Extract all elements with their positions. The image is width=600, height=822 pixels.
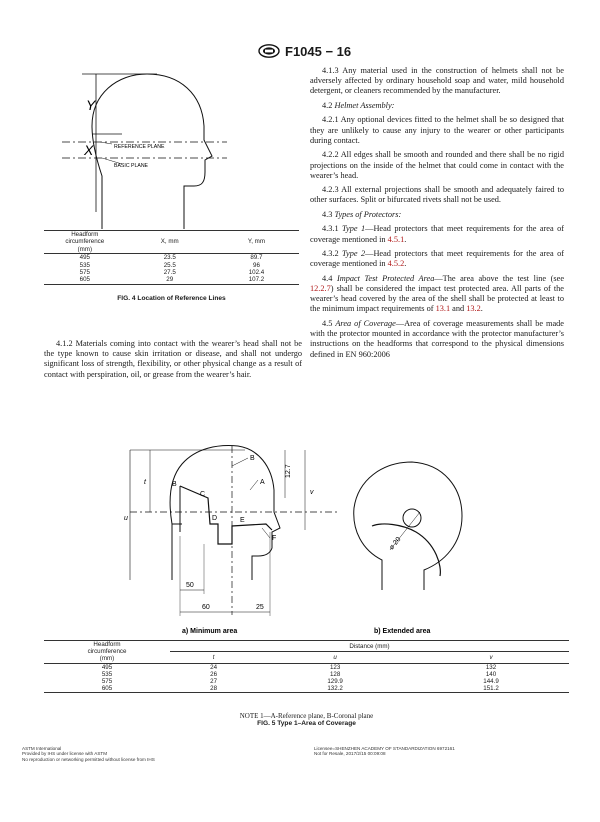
subcaption-extended-area: b) Extended area — [374, 628, 431, 635]
link-13-2[interactable]: 13.2 — [466, 304, 481, 314]
table-header: t — [170, 652, 257, 663]
table-header: u — [257, 652, 413, 663]
left-column — [44, 339, 302, 384]
label-reference-plane: REFERENCE PLANE — [114, 144, 165, 150]
table-header: X, mm — [126, 231, 214, 254]
label-60: 60 — [202, 604, 210, 611]
head-outline — [92, 74, 212, 229]
label-f: F — [272, 535, 277, 542]
table-header: Y, mm — [214, 231, 299, 254]
paragraph-4-4: 4.4 Impact Test Protected Area—The area above the test line (see 12.2.7) shall be considered the impact test protected area. All parts of the wearer’s head covered by the area of the shell shall be protected at least to the minimum impact requirements of 13.1 and 13.2. — [310, 273, 565, 314]
label-d: D — [212, 515, 218, 522]
section-4-3-heading: 4.3 Types of Protectors: — [322, 209, 402, 219]
table-header: Headform circumference (mm) — [44, 641, 170, 664]
fig5-caption: FIG. 5 Type 1–Area of Coverage — [257, 720, 356, 727]
table-row: 605 29 107.2 — [79, 276, 265, 284]
link-4-5-1[interactable]: 4.5.1 — [387, 234, 405, 244]
paragraph-4-2-2: 4.2.2 All edges shall be smooth and rounded and there shall be no rigid projections on the inside of the helmet that could come in contact with the wearer’s head. — [310, 150, 564, 180]
table-row: 575 27.5 102.4 — [79, 269, 265, 277]
right-column — [310, 66, 564, 364]
fig5-coverage-diagram — [120, 440, 480, 640]
label-diameter-20: ⌀ 20 — [388, 536, 403, 552]
paragraph-4-3-2: 4.3.2 Type 2—Head protectors that meet requirements for the area of coverage mentioned in 4.5.2. — [310, 249, 564, 269]
label-v: v — [310, 489, 314, 496]
fig5-table — [44, 640, 569, 693]
footer-left: ASTM International Provided by IHS under license with ASTM No reproduction or networking permitted without license from IHS — [22, 746, 155, 762]
label-t: t — [144, 479, 146, 486]
table-row: 605 28 132.2 151.2 — [101, 685, 499, 693]
fig5-note: NOTE 1—A-Reference plane, B-Coronal plane — [239, 712, 374, 720]
table-header: Headform circumference (mm) — [44, 231, 126, 254]
table-row: 495 23.5 89.7 — [79, 254, 263, 262]
link-13-1[interactable]: 13.1 — [435, 304, 451, 314]
label-a: A — [260, 479, 265, 486]
paragraph-4-1-3: 4.1.3 Any material used in the construction of helmets shall not be adversely affected by ordinary household soap and water, mild household detergent, or cleaners recommended by the manufacturer. — [310, 66, 564, 96]
label-x: X — [84, 142, 94, 158]
paragraph-4-5: 4.5 Area of Coverage—Area of coverage measurements shall be made with the protector mounted in accordance with the protector manufacturer’s instructions on the headforms that correspond to the physical dimensions defined in EN 960:2006 — [310, 318, 564, 359]
subcaption-minimum-area: a) Minimum area — [182, 628, 238, 635]
table-row: 535 26 128 140 — [101, 670, 497, 678]
fig4-caption: FIG. 4 Location of Reference Lines — [117, 295, 226, 302]
table-row: 575 27 129.9 144.9 — [101, 678, 499, 686]
fig4-table — [44, 230, 299, 285]
link-12-2-7[interactable]: 12.2.7 — [310, 284, 331, 294]
label-basic-plane: BASIC PLANE — [114, 163, 149, 169]
table-row: 535 25.5 96 — [79, 261, 260, 269]
paragraph-4-2-3: 4.2.3 All external projections shall be smooth and adequately faired to other surfaces. Split or bifurcated rivets shall not be used. — [310, 185, 564, 205]
fig4-head-diagram — [62, 64, 287, 230]
section-4-2-heading: 4.2 Helmet Assembly: — [322, 100, 395, 110]
label-c: C — [200, 491, 206, 498]
label-e: E — [240, 517, 245, 524]
label-u: u — [124, 515, 128, 522]
table-header-group: Distance (mm) — [170, 641, 569, 652]
standard-designation: F1045 − 16 — [285, 44, 352, 59]
paragraph-4-3-1: 4.3.1 Type 1—Head protectors that meet requirements for the area of coverage mentioned in 4.5.1. — [310, 224, 564, 244]
footer-right: Licensee=SHENZHEN ACADEMY OF STANDARDIZATION 6972161 Not for Resale, 2017/2/15 00:09:08 — [314, 746, 455, 757]
link-4-5-2[interactable]: 4.5.2 — [387, 259, 405, 269]
head-outline-minimum — [170, 446, 280, 580]
label-b: B — [250, 455, 255, 462]
label-12-7: 12.7 — [285, 464, 292, 478]
label-25: 25 — [256, 604, 264, 611]
paragraph-4-2-1: 4.2.1 Any optional devices fitted to the helmet shall be so designed that they are unlikely to cause any injury to the wearer or other participants during contact. — [310, 115, 564, 145]
paragraph-4-1-2: 4.1.2 Materials coming into contact with the wearer’s head shall not be the type known to cause skin irritation or disease, and shall not undergo significant loss of strength, flexibility, or other physical change as a result of contact with perspiration, oil, or grease from the wearer’s hair. — [44, 339, 302, 379]
label-b-left: B — [172, 481, 177, 488]
label-y: Y — [86, 97, 96, 113]
astm-logo — [258, 44, 280, 58]
table-header: v — [413, 652, 569, 663]
table-row: 495 24 123 132 — [101, 663, 497, 671]
label-50: 50 — [186, 582, 194, 589]
